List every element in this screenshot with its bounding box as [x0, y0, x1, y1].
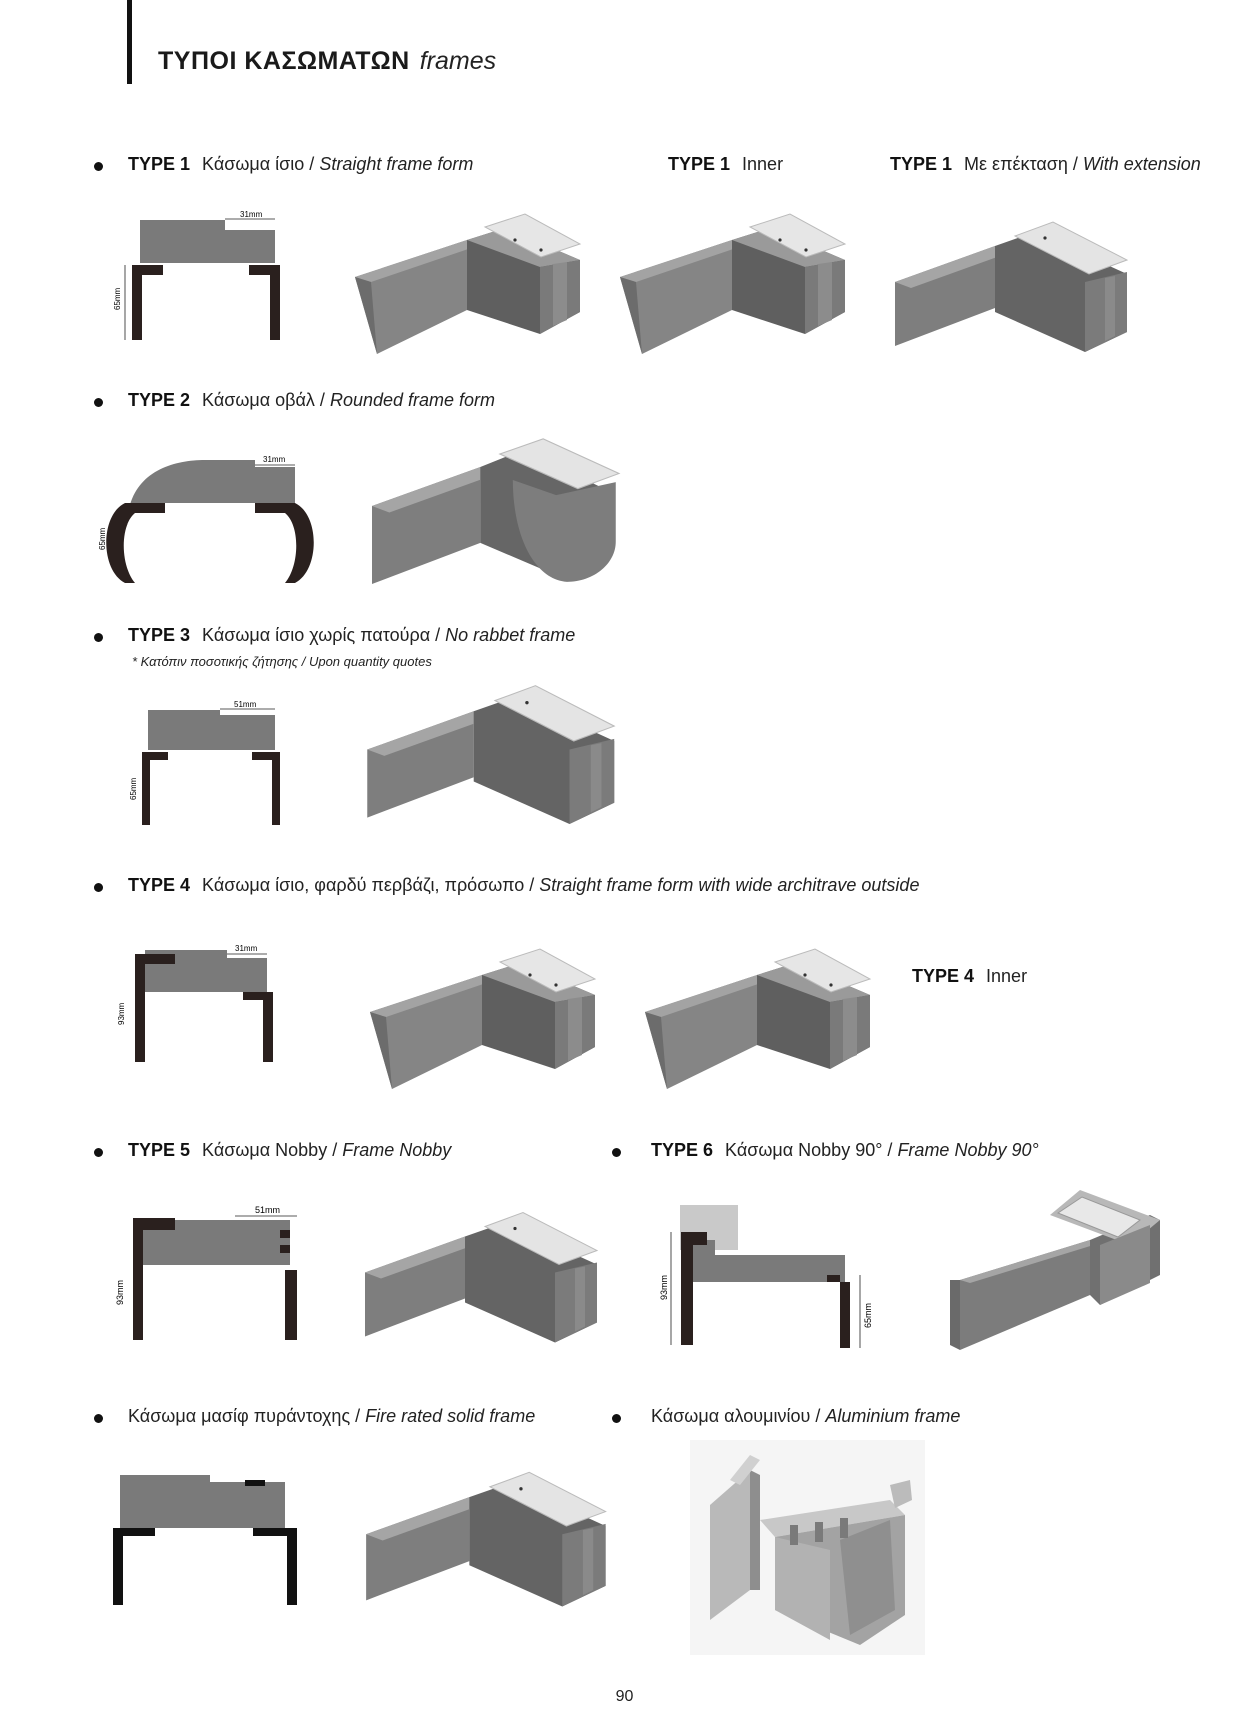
fire-english: Fire rated solid frame — [365, 1406, 536, 1426]
type2-3d-render — [372, 425, 632, 600]
type2-section-drawing — [95, 445, 325, 585]
type3-label — [128, 625, 575, 646]
type6-dim-height-2: 65mm — [863, 1302, 873, 1328]
type4-inner-text: Inner — [986, 966, 1028, 986]
type5-3d-render — [365, 1200, 605, 1360]
bullet — [94, 633, 103, 642]
type2-dim-width: 31mm — [263, 455, 286, 464]
fire-label — [128, 1406, 535, 1427]
type6-type: TYPE 6 — [651, 1140, 714, 1160]
type1-extension-3d-render — [895, 212, 1135, 362]
alu-greek: Κάσωμα αλουμινίου / — [651, 1406, 821, 1426]
type1-inner-label — [668, 154, 783, 175]
page-number: 90 — [615, 1688, 634, 1705]
bullet — [94, 1148, 103, 1157]
type3-3d-render — [365, 675, 625, 840]
type6-3d-render — [950, 1185, 1170, 1365]
type1-label — [128, 154, 473, 175]
bullet — [612, 1148, 621, 1157]
type3-note: * Κατόπιν ποσοτικής ζήτησης / Upon quantity quotes — [132, 654, 432, 669]
type6-section-drawing — [655, 1200, 895, 1360]
page-title — [158, 47, 496, 76]
page-title-english: frames — [419, 47, 497, 75]
type5-english: Frame Nobby — [342, 1140, 452, 1160]
type1-dim-width: 31mm — [240, 210, 263, 219]
type4-greek: Κάσωμα ίσιο, φαρδύ περβάζι, πρόσωπο / — [202, 875, 535, 895]
type1-english: Straight frame form — [319, 154, 474, 174]
type2-greek: Κάσωμα οβάλ / — [202, 390, 325, 410]
type3-type: TYPE 3 — [128, 625, 191, 645]
fire-section-drawing — [105, 1470, 305, 1610]
type5-type: TYPE 5 — [128, 1140, 191, 1160]
type3-dim-width: 51mm — [234, 700, 257, 709]
type1-inner-text: Inner — [742, 154, 784, 174]
type4-dim-height: 93mm — [117, 1002, 126, 1025]
type2-label — [128, 390, 495, 411]
type1-3d-render — [355, 210, 595, 360]
type4-inner-label — [912, 966, 1027, 987]
type4-dim-width: 31mm — [235, 944, 258, 953]
page-title-greek: ΤΥΠΟΙ ΚΑΣΩΜΑΤΩΝ — [158, 47, 410, 75]
type1-greek: Κάσωμα ίσιο / — [202, 154, 315, 174]
type1-ext-label — [890, 154, 1201, 175]
type6-greek: Κάσωμα Nobby 90° / — [725, 1140, 893, 1160]
bullet — [612, 1414, 621, 1423]
bullet — [94, 1414, 103, 1423]
type6-label — [651, 1140, 1039, 1161]
type5-dim-width: 51mm — [255, 1205, 281, 1215]
type3-dim-height: 65mm — [129, 777, 138, 800]
type6-dim-height: 93mm — [659, 1274, 669, 1300]
type3-greek: Κάσωμα ίσιο χωρίς πατούρα / — [202, 625, 441, 645]
alu-3d-render — [690, 1440, 925, 1655]
type4-english: Straight frame form with wide architrave outside — [539, 875, 920, 895]
type2-dim-height: 65mm — [98, 527, 107, 550]
type5-section-drawing — [95, 1200, 310, 1350]
type4-label — [128, 875, 919, 896]
bullet — [94, 398, 103, 407]
type4-3d-render — [365, 945, 615, 1095]
fire-greek: Κάσωμα μασίφ πυράντοχης / — [128, 1406, 361, 1426]
alu-english: Aluminium frame — [825, 1406, 961, 1426]
type1-type: TYPE 1 — [128, 154, 191, 174]
type5-greek: Κάσωμα Nobby / — [202, 1140, 338, 1160]
bullet — [94, 883, 103, 892]
type3-section-drawing — [130, 700, 290, 830]
type1-ext-english: With extension — [1082, 154, 1201, 174]
type1-ext-greek: Με επέκταση / — [964, 154, 1078, 174]
fire-3d-render — [365, 1462, 615, 1622]
type4-inner-type: TYPE 4 — [912, 966, 975, 986]
type5-label — [128, 1140, 451, 1161]
type1-ext-type: TYPE 1 — [890, 154, 953, 174]
type3-english: No rabbet frame — [445, 625, 576, 645]
type4-type: TYPE 4 — [128, 875, 191, 895]
type1-dim-height: 65mm — [113, 287, 122, 310]
type1-section-drawing — [115, 205, 290, 345]
alu-label — [651, 1406, 960, 1427]
type1-inner-type: TYPE 1 — [668, 154, 731, 174]
type2-english: Rounded frame form — [329, 390, 496, 410]
bullet — [94, 162, 103, 171]
type1-inner-3d-render — [620, 210, 860, 360]
type6-english: Frame Nobby 90° — [897, 1140, 1039, 1160]
type2-type: TYPE 2 — [128, 390, 191, 410]
type4-inner-3d-render — [640, 945, 890, 1095]
type4-section-drawing — [115, 940, 285, 1070]
title-accent-bar — [127, 0, 132, 84]
type5-dim-height: 93mm — [115, 1279, 125, 1305]
